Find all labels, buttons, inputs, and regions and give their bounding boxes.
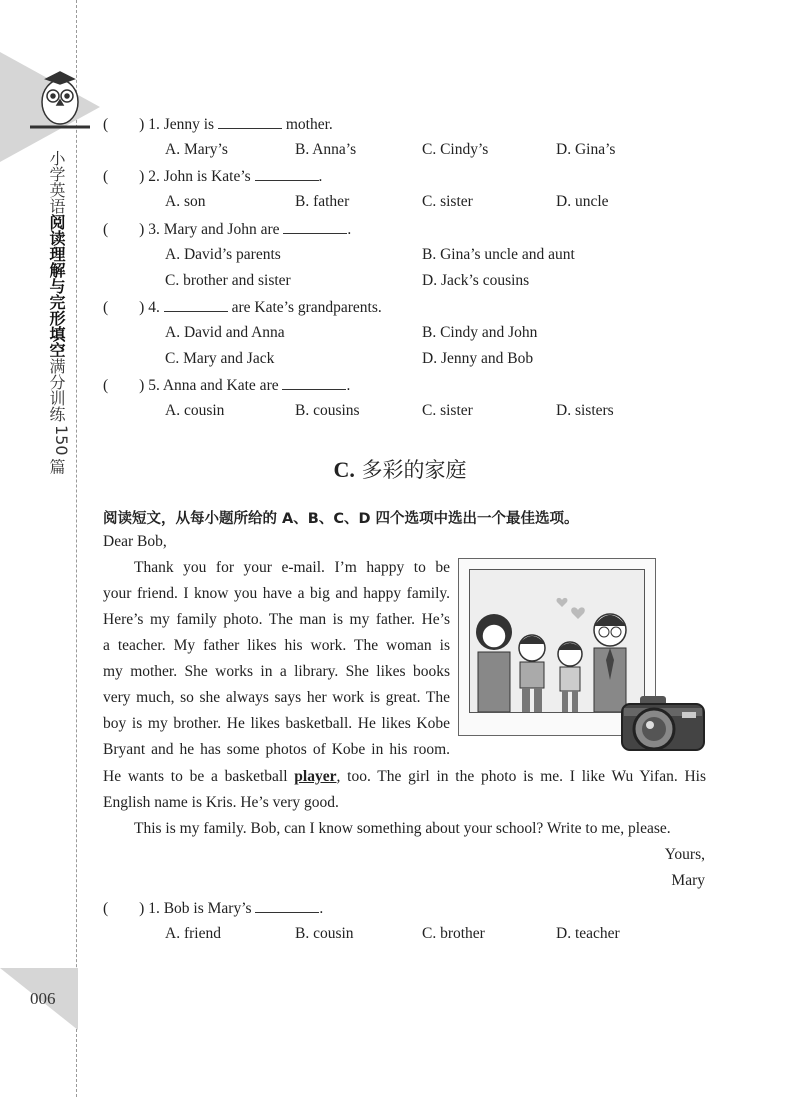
- question-text: 5. Anna and Kate are: [148, 377, 279, 394]
- option-b[interactable]: B. cousins: [295, 402, 360, 419]
- answer-paren[interactable]: ( ): [103, 168, 145, 185]
- question-text-after: .: [319, 900, 324, 917]
- book-title-part-3: 篇: [47, 458, 66, 475]
- passage-line: my mother. She works in a library. She likes books: [103, 663, 450, 680]
- question-text-after: .: [347, 221, 352, 238]
- passage-line: boy is my brother. He likes basketball. He likes Kobe: [103, 715, 450, 732]
- fill-blank: [283, 219, 347, 234]
- passage-text: He wants to be a basketball: [103, 768, 288, 785]
- question-text-after: .: [318, 168, 323, 185]
- passage-line: This is my family. Bob, can I know something about your school? Write to me, please.: [134, 820, 671, 837]
- option-d[interactable]: D. Jenny and Bob: [422, 350, 534, 367]
- option-d[interactable]: D. sisters: [556, 402, 614, 419]
- option-b[interactable]: B. father: [295, 193, 350, 210]
- answer-paren[interactable]: ( ): [103, 377, 145, 394]
- question-text-after: mother.: [285, 116, 333, 133]
- option-a[interactable]: A. cousin: [165, 402, 225, 419]
- section-title: [0, 454, 800, 484]
- passage-line: Bryant and he has some photos of Kobe in his room.: [103, 741, 450, 758]
- book-title-number: 150: [52, 425, 71, 456]
- camera-icon: [618, 692, 708, 754]
- option-d[interactable]: D. teacher: [556, 925, 620, 942]
- option-c[interactable]: C. Mary and Jack: [165, 350, 275, 367]
- letter-closing: Yours,: [664, 846, 705, 863]
- passage-line: English name is Kris. He’s very good.: [103, 794, 339, 811]
- option-c[interactable]: C. sister: [422, 193, 473, 210]
- option-c[interactable]: C. brother: [422, 925, 485, 942]
- question-2: [103, 166, 322, 187]
- option-b[interactable]: B. cousin: [295, 925, 354, 942]
- option-a[interactable]: A. friend: [165, 925, 221, 942]
- passage-line: Thank you for your e-mail. I’m happy to be: [134, 559, 450, 576]
- option-b[interactable]: B. Cindy and John: [422, 324, 538, 341]
- letter-signature: Mary: [671, 872, 705, 889]
- passage-line: a teacher. My father likes his work. The woman is: [103, 637, 450, 654]
- answer-paren[interactable]: ( ): [103, 900, 145, 917]
- question-c-1: [103, 898, 323, 919]
- fill-blank: [218, 114, 282, 129]
- family-illustration: [470, 570, 644, 712]
- option-b[interactable]: B. Anna’s: [295, 141, 357, 158]
- option-c[interactable]: C. brother and sister: [165, 272, 291, 289]
- keyword-player: player: [294, 768, 337, 785]
- question-5: [103, 375, 350, 396]
- owl-mascot-icon: [0, 52, 100, 162]
- option-c[interactable]: C. sister: [422, 402, 473, 419]
- passage-line: very much, so she always says her work is great. The: [103, 689, 450, 706]
- letter-greeting: Dear Bob,: [103, 533, 167, 550]
- book-title-vertical: [47, 150, 71, 475]
- option-d[interactable]: D. Gina’s: [556, 141, 616, 158]
- option-a[interactable]: A. Mary’s: [165, 141, 228, 158]
- passage-line: [103, 767, 706, 787]
- question-4: [103, 297, 382, 318]
- question-text: 1. Jenny is: [148, 116, 215, 133]
- book-title-bold: 阅读理解与完形填空: [47, 214, 66, 358]
- question-text-after: .: [346, 377, 351, 394]
- question-text-after: are Kate’s grandparents.: [231, 299, 382, 316]
- section-letter: C.: [333, 457, 355, 482]
- passage-line: Here’s my family photo. The man is my father. He’s: [103, 611, 450, 628]
- answer-paren[interactable]: ( ): [103, 299, 145, 316]
- sidebar-divider: [76, 0, 77, 1097]
- option-d[interactable]: D. uncle: [556, 193, 609, 210]
- book-title-part-1: 小学英语: [47, 150, 66, 214]
- option-c[interactable]: C. Cindy’s: [422, 141, 489, 158]
- question-1: [103, 114, 333, 135]
- question-3: [103, 219, 351, 240]
- fill-blank: [282, 375, 346, 390]
- book-title-part-2: 满分训练: [47, 358, 66, 422]
- question-text: 4.: [148, 299, 160, 316]
- answer-paren[interactable]: ( ): [103, 116, 145, 133]
- fill-blank: [255, 166, 319, 181]
- option-d[interactable]: D. Jack’s cousins: [422, 272, 530, 289]
- option-a[interactable]: A. son: [165, 193, 206, 210]
- option-b[interactable]: B. Gina’s uncle and aunt: [422, 246, 575, 263]
- page-number: 006: [30, 989, 56, 1008]
- question-text: 2. John is Kate’s: [148, 168, 251, 185]
- fill-blank: [255, 898, 319, 913]
- fill-blank: [164, 297, 228, 312]
- passage-line: your friend. I know you have a big and happy family.: [103, 585, 450, 602]
- answer-paren[interactable]: ( ): [103, 221, 145, 238]
- question-text: 3. Mary and John are: [148, 221, 280, 238]
- section-title-text: 多彩的家庭: [361, 458, 467, 482]
- question-text: 1. Bob is Mary’s: [148, 900, 252, 917]
- option-a[interactable]: A. David’s parents: [165, 246, 281, 263]
- instruction-text: 阅读短文，从每小题所给的 A、B、C、D 四个选项中选出一个最佳选项。: [103, 511, 579, 527]
- option-a[interactable]: A. David and Anna: [165, 324, 285, 341]
- passage-text: , too. The girl in the photo is me. I like Wu Yifan. His: [336, 768, 707, 785]
